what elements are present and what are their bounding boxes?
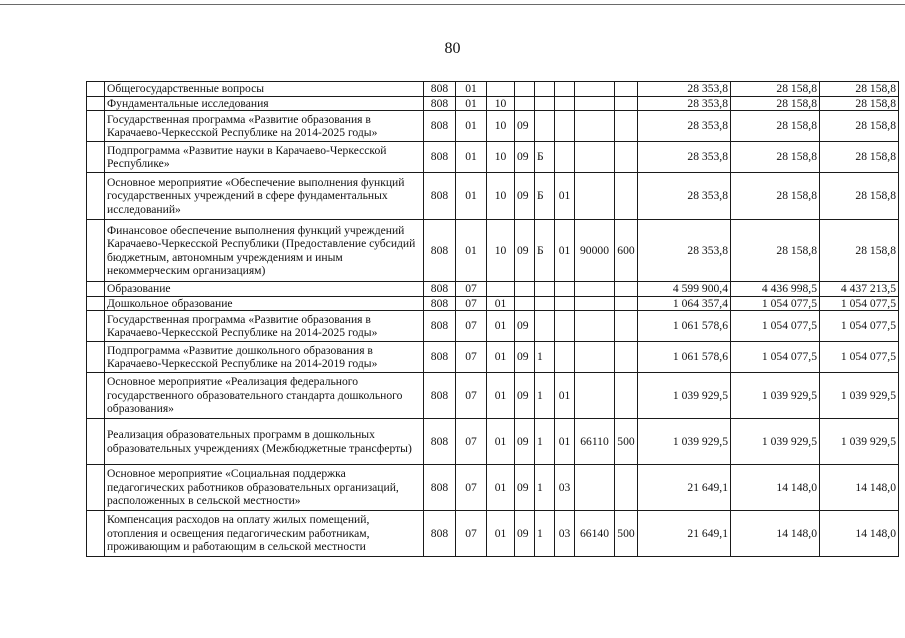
code-ved-cell: 808 <box>424 96 456 111</box>
table-row <box>87 282 899 297</box>
table-row <box>87 173 899 220</box>
code-program-cell: 09 <box>515 419 535 465</box>
amount-year1-cell: 28 353,8 <box>638 111 731 142</box>
code-event-cell: 01 <box>555 373 575 419</box>
amount-year1-cell: 28 353,8 <box>638 173 731 220</box>
row-number-cell <box>87 173 105 220</box>
code-expense-type-cell <box>615 82 638 97</box>
amount-year3-cell: 28 158,8 <box>820 142 899 173</box>
amount-year1-cell: 1 061 578,6 <box>638 311 731 342</box>
item-name-cell: Основное мероприятие «Обеспечение выполнения функций государственных учреждений в сфере фундаментальных исследований» <box>105 173 424 220</box>
code-subprogram-cell: 1 <box>535 465 555 511</box>
code-pr-cell: 01 <box>487 419 515 465</box>
code-pr-cell: 01 <box>487 296 515 311</box>
code-pr-cell: 01 <box>487 311 515 342</box>
code-expense-type-cell: 600 <box>615 220 638 282</box>
code-rz-cell: 01 <box>456 173 487 220</box>
code-expense-type-cell: 500 <box>615 419 638 465</box>
code-rz-cell: 07 <box>456 465 487 511</box>
code-subprogram-cell: Б <box>535 173 555 220</box>
code-rz-cell: 07 <box>456 373 487 419</box>
code-event-cell <box>555 96 575 111</box>
code-pr-cell: 01 <box>487 373 515 419</box>
code-ved-cell: 808 <box>424 111 456 142</box>
code-ved-cell: 808 <box>424 511 456 557</box>
code-subprogram-cell <box>535 82 555 97</box>
code-ved-cell: 808 <box>424 296 456 311</box>
code-event-cell <box>555 311 575 342</box>
code-subprogram-cell: 1 <box>535 511 555 557</box>
table-row <box>87 96 899 111</box>
code-subprogram-cell: 1 <box>535 342 555 373</box>
row-number-cell <box>87 142 105 173</box>
code-event-cell <box>555 282 575 297</box>
item-name-cell: Дошкольное образование <box>105 296 424 311</box>
row-number-cell <box>87 465 105 511</box>
amount-year3-cell: 4 437 213,5 <box>820 282 899 297</box>
code-rz-cell: 01 <box>456 142 487 173</box>
code-expense-type-cell <box>615 311 638 342</box>
amount-year1-cell: 4 599 900,4 <box>638 282 731 297</box>
code-rz-cell: 01 <box>456 96 487 111</box>
code-program-cell: 09 <box>515 173 535 220</box>
code-event-cell <box>555 142 575 173</box>
code-direction-cell: 66140 <box>575 511 615 557</box>
code-subprogram-cell <box>535 96 555 111</box>
code-direction-cell <box>575 96 615 111</box>
code-subprogram-cell: 1 <box>535 419 555 465</box>
code-pr-cell: 10 <box>487 220 515 282</box>
table-row <box>87 511 899 557</box>
row-number-cell <box>87 373 105 419</box>
code-program-cell <box>515 282 535 297</box>
item-name-cell: Образование <box>105 282 424 297</box>
table-row <box>87 220 899 282</box>
code-expense-type-cell <box>615 142 638 173</box>
amount-year3-cell: 1 039 929,5 <box>820 419 899 465</box>
code-rz-cell: 07 <box>456 311 487 342</box>
code-direction-cell <box>575 342 615 373</box>
code-subprogram-cell: 1 <box>535 373 555 419</box>
row-number-cell <box>87 511 105 557</box>
code-event-cell <box>555 82 575 97</box>
amount-year2-cell: 14 148,0 <box>731 465 820 511</box>
amount-year3-cell: 1 054 077,5 <box>820 342 899 373</box>
amount-year1-cell: 1 039 929,5 <box>638 373 731 419</box>
code-rz-cell: 07 <box>456 511 487 557</box>
code-expense-type-cell <box>615 173 638 220</box>
code-ved-cell: 808 <box>424 311 456 342</box>
item-name-cell: Реализация образовательных программ в дошкольных образовательных учреждениях (Межбюджетные трансферты) <box>105 419 424 465</box>
code-pr-cell: 10 <box>487 173 515 220</box>
amount-year1-cell: 21 649,1 <box>638 511 731 557</box>
amount-year1-cell: 1 064 357,4 <box>638 296 731 311</box>
code-rz-cell: 07 <box>456 282 487 297</box>
row-number-cell <box>87 282 105 297</box>
item-name-cell: Компенсация расходов на оплату жилых помещений, отопления и освещения педагогическим работникам, проживающим и работающим в сельской местности <box>105 511 424 557</box>
code-direction-cell: 90000 <box>575 220 615 282</box>
scan-top-edge <box>0 4 905 5</box>
code-expense-type-cell: 500 <box>615 511 638 557</box>
code-program-cell: 09 <box>515 465 535 511</box>
code-expense-type-cell <box>615 373 638 419</box>
code-program-cell: 09 <box>515 373 535 419</box>
code-expense-type-cell <box>615 282 638 297</box>
table-row <box>87 342 899 373</box>
code-direction-cell: 66110 <box>575 419 615 465</box>
code-ved-cell: 808 <box>424 282 456 297</box>
code-expense-type-cell <box>615 111 638 142</box>
code-program-cell: 09 <box>515 220 535 282</box>
amount-year3-cell: 1 054 077,5 <box>820 296 899 311</box>
code-program-cell: 09 <box>515 311 535 342</box>
code-rz-cell: 01 <box>456 220 487 282</box>
code-subprogram-cell: Б <box>535 220 555 282</box>
row-number-cell <box>87 311 105 342</box>
code-ved-cell: 808 <box>424 220 456 282</box>
code-pr-cell <box>487 82 515 97</box>
code-direction-cell <box>575 373 615 419</box>
amount-year1-cell: 1 039 929,5 <box>638 419 731 465</box>
amount-year2-cell: 28 158,8 <box>731 96 820 111</box>
row-number-cell <box>87 220 105 282</box>
code-expense-type-cell <box>615 465 638 511</box>
code-program-cell <box>515 296 535 311</box>
table-row <box>87 419 899 465</box>
table-row <box>87 82 899 97</box>
code-program-cell: 09 <box>515 342 535 373</box>
row-number-cell <box>87 419 105 465</box>
code-ved-cell: 808 <box>424 342 456 373</box>
code-program-cell <box>515 82 535 97</box>
table-row <box>87 111 899 142</box>
item-name-cell: Основное мероприятие «Реализация федерального государственного образовательного стандарта дошкольного образования» <box>105 373 424 419</box>
amount-year3-cell: 28 158,8 <box>820 96 899 111</box>
amount-year1-cell: 28 353,8 <box>638 142 731 173</box>
amount-year2-cell: 28 158,8 <box>731 82 820 97</box>
code-pr-cell: 01 <box>487 465 515 511</box>
code-rz-cell: 07 <box>456 419 487 465</box>
code-rz-cell: 01 <box>456 111 487 142</box>
code-program-cell <box>515 96 535 111</box>
amount-year3-cell: 28 158,8 <box>820 220 899 282</box>
code-expense-type-cell <box>615 96 638 111</box>
row-number-cell <box>87 342 105 373</box>
amount-year1-cell: 28 353,8 <box>638 82 731 97</box>
item-name-cell: Государственная программа «Развитие образования в Карачаево-Черкесской Республике на 2014-2025 годы» <box>105 311 424 342</box>
code-ved-cell: 808 <box>424 373 456 419</box>
code-direction-cell <box>575 311 615 342</box>
amount-year2-cell: 1 054 077,5 <box>731 342 820 373</box>
code-rz-cell: 07 <box>456 296 487 311</box>
amount-year3-cell: 1 054 077,5 <box>820 311 899 342</box>
amount-year2-cell: 1 039 929,5 <box>731 373 820 419</box>
item-name-cell: Подпрограмма «Развитие дошкольного образования в Карачаево-Черкесской Республике на 2014-2019 годы» <box>105 342 424 373</box>
code-event-cell: 01 <box>555 419 575 465</box>
code-event-cell: 03 <box>555 511 575 557</box>
amount-year2-cell: 4 436 998,5 <box>731 282 820 297</box>
code-event-cell <box>555 111 575 142</box>
code-ved-cell: 808 <box>424 82 456 97</box>
amount-year3-cell: 1 039 929,5 <box>820 373 899 419</box>
amount-year1-cell: 28 353,8 <box>638 96 731 111</box>
table-row <box>87 465 899 511</box>
amount-year2-cell: 1 039 929,5 <box>731 419 820 465</box>
amount-year1-cell: 21 649,1 <box>638 465 731 511</box>
code-pr-cell: 10 <box>487 96 515 111</box>
code-subprogram-cell <box>535 111 555 142</box>
item-name-cell: Основное мероприятие «Социальная поддержка педагогических работников образовательных организаций, расположенных в сельской местности» <box>105 465 424 511</box>
amount-year3-cell: 28 158,8 <box>820 173 899 220</box>
code-pr-cell: 01 <box>487 511 515 557</box>
code-subprogram-cell: Б <box>535 142 555 173</box>
code-event-cell <box>555 342 575 373</box>
row-number-cell <box>87 82 105 97</box>
amount-year2-cell: 1 054 077,5 <box>731 311 820 342</box>
amount-year1-cell: 28 353,8 <box>638 220 731 282</box>
code-direction-cell <box>575 142 615 173</box>
code-event-cell: 03 <box>555 465 575 511</box>
amount-year2-cell: 28 158,8 <box>731 173 820 220</box>
code-subprogram-cell <box>535 282 555 297</box>
code-pr-cell: 10 <box>487 111 515 142</box>
amount-year1-cell: 1 061 578,6 <box>638 342 731 373</box>
code-program-cell: 09 <box>515 511 535 557</box>
code-event-cell: 01 <box>555 173 575 220</box>
table-body <box>87 82 899 557</box>
amount-year3-cell: 28 158,8 <box>820 111 899 142</box>
code-program-cell: 09 <box>515 111 535 142</box>
code-ved-cell: 808 <box>424 142 456 173</box>
amount-year2-cell: 28 158,8 <box>731 142 820 173</box>
code-ved-cell: 808 <box>424 419 456 465</box>
row-number-cell <box>87 111 105 142</box>
amount-year2-cell: 1 054 077,5 <box>731 296 820 311</box>
table-row <box>87 311 899 342</box>
code-ved-cell: 808 <box>424 465 456 511</box>
amount-year2-cell: 28 158,8 <box>731 220 820 282</box>
code-direction-cell <box>575 282 615 297</box>
code-direction-cell <box>575 173 615 220</box>
amount-year3-cell: 28 158,8 <box>820 82 899 97</box>
code-pr-cell <box>487 282 515 297</box>
item-name-cell: Фундаментальные исследования <box>105 96 424 111</box>
amount-year3-cell: 14 148,0 <box>820 511 899 557</box>
code-direction-cell <box>575 111 615 142</box>
code-expense-type-cell <box>615 342 638 373</box>
code-rz-cell: 07 <box>456 342 487 373</box>
code-pr-cell: 01 <box>487 342 515 373</box>
code-subprogram-cell <box>535 296 555 311</box>
code-program-cell: 09 <box>515 142 535 173</box>
code-rz-cell: 01 <box>456 82 487 97</box>
item-name-cell: Общегосударственные вопросы <box>105 82 424 97</box>
code-pr-cell: 10 <box>487 142 515 173</box>
table-row <box>87 373 899 419</box>
table-row <box>87 142 899 173</box>
row-number-cell <box>87 96 105 111</box>
table-row <box>87 296 899 311</box>
code-direction-cell <box>575 82 615 97</box>
code-event-cell: 01 <box>555 220 575 282</box>
code-ved-cell: 808 <box>424 173 456 220</box>
code-expense-type-cell <box>615 296 638 311</box>
code-direction-cell <box>575 465 615 511</box>
page-number: 80 <box>444 40 461 57</box>
amount-year2-cell: 14 148,0 <box>731 511 820 557</box>
code-event-cell <box>555 296 575 311</box>
code-subprogram-cell <box>535 311 555 342</box>
budget-table <box>86 81 899 557</box>
code-direction-cell <box>575 296 615 311</box>
row-number-cell <box>87 296 105 311</box>
amount-year2-cell: 28 158,8 <box>731 111 820 142</box>
item-name-cell: Государственная программа «Развитие образования в Карачаево-Черкесской Республике на 2014-2025 годы» <box>105 111 424 142</box>
item-name-cell: Подпрограмма «Развитие науки в Карачаево-Черкесской Республике» <box>105 142 424 173</box>
amount-year3-cell: 14 148,0 <box>820 465 899 511</box>
item-name-cell: Финансовое обеспечение выполнения функций учреждений Карачаево-Черкесской Республики (Предоставление субсидий бюджетным, автономным учреждениям и иным некоммерческим организациям) <box>105 220 424 282</box>
